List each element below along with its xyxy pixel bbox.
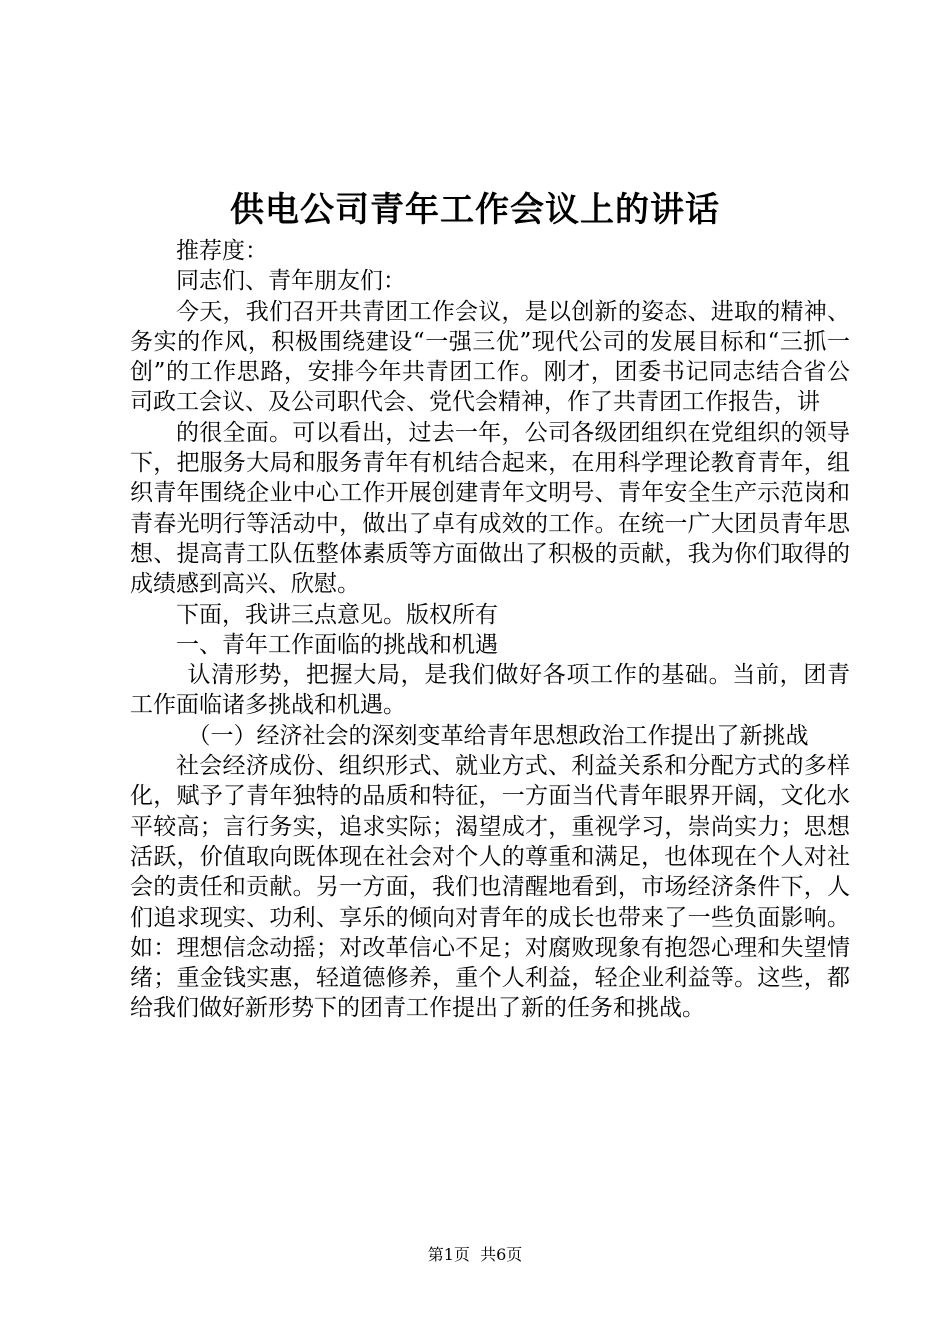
paragraph-achievements: 的很全面。可以看出，过去一年，公司各级团组织在党组织的领导下，把服务大局和服务青年有机结合起来，在用科学理论教育青年，组织青年围绕企业中心工作开展创建青年文明号、青年安全生产示范岗和青春光明行等活动中，做出了卓有成效的工作。在统一广大团员青年思想、提高青工队伍整体素质等方面做出了积极的贡献，我为你们取得的成绩感到高兴、欣慰。: [130, 419, 850, 598]
document-title: 供电公司青年工作会议上的讲话: [230, 190, 720, 230]
paragraph-situation: 认清形势，把握大局，是我们做好各项工作的基础。当前，团青工作面临诸多挑战和机遇。: [130, 662, 850, 719]
paragraph-social-diversification: 社会经济成份、组织形式、就业方式、利益关系和分配方式的多样化，赋予了青年独特的品质和特征，一方面当代青年眼界开阔，文化水平较高；言行务实，追求实际；渴望成才，重视学习，崇尚实力；思想活跃，价值取向既体现在社会对个人的尊重和满足，也体现在个人对社会的责任和贡献。另一方面，我们也清醒地看到，市场经济条件下，人们追求现实、功利、享乐的倾向对青年的成长也带来了一些负面影响。如：理想信念动摇；对改革信心不足；对腐败现象有抱怨心理和失望情绪；重金钱实惠，轻道德修养，重个人利益，轻企业利益等。这些，都给我们做好新形势下的团青工作提出了新的任务和挑战。: [130, 753, 850, 1022]
section-heading-challenges: 一、青年工作面临的挑战和机遇: [176, 631, 498, 658]
paragraph-recommendation: 推荐度：: [176, 238, 268, 264]
page-number: 第1页 共6页: [427, 1245, 523, 1264]
subsection-heading-economic-change: （一）经济社会的深刻变革给青年思想政治工作提出了新挑战: [187, 722, 809, 749]
document-body: [130, 236, 850, 1024]
paragraph-salutation: 同志们、青年朋友们：: [176, 268, 406, 295]
page-footer: [0, 1244, 950, 1266]
paragraph-opening: 今天，我们召开共青团工作会议，是以创新的姿态、进取的精神、务实的作风，积极围绕建设“一强三优”现代公司的发展目标和“三抓一创”的工作思路，安排今年共青团工作。刚才，团委书记同志结合省公司政工会议、及公司职代会、党代会精神，作了共青团工作报告，讲: [130, 298, 850, 416]
paragraph-three-points: 下面，我讲三点意见。版权所有: [176, 601, 498, 628]
